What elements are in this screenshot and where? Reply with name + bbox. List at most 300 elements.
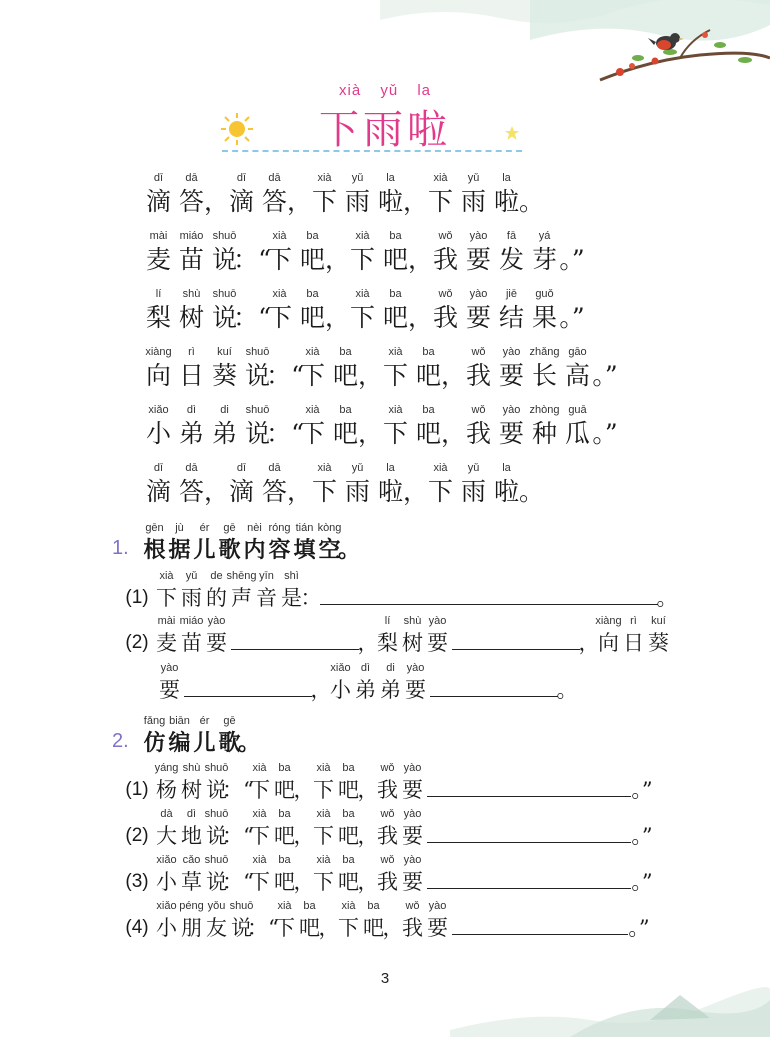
pinyin: ba <box>278 854 291 866</box>
pinyin: shuō <box>212 288 237 300</box>
character <box>379 404 412 449</box>
punctuation <box>325 230 351 275</box>
punctuation <box>318 900 340 941</box>
hanzi: 苗 <box>178 245 204 274</box>
answer-blank[interactable] <box>427 868 631 889</box>
pinyin: xià <box>305 404 320 416</box>
hanzi: 下 <box>266 303 292 332</box>
hanzi: 下 <box>249 870 270 894</box>
bird-icon <box>648 28 688 56</box>
title-pinyin: xià yǔ la <box>338 82 432 99</box>
punctuation <box>357 808 379 849</box>
answer-blank[interactable] <box>184 676 312 697</box>
hanzi: 我 <box>377 778 398 802</box>
punctuation <box>120 762 154 803</box>
hanzi: 填 <box>293 537 316 563</box>
character <box>425 615 450 656</box>
hanzi: 要 <box>402 824 423 848</box>
hanzi: 。 <box>519 477 545 506</box>
character <box>400 762 425 803</box>
pinyin: xià <box>305 346 320 358</box>
pinyin: ér <box>199 715 210 727</box>
hanzi: 啦 <box>493 477 519 506</box>
pinyin: xià <box>317 462 332 474</box>
punctuation <box>441 346 467 391</box>
hanzi: ， <box>441 419 467 448</box>
character <box>272 900 297 941</box>
punctuation <box>222 762 254 803</box>
hanzi: 麦 <box>145 245 171 274</box>
character <box>247 762 272 803</box>
hanzi: 下 <box>349 303 375 332</box>
character <box>142 522 167 563</box>
punctuation <box>293 762 315 803</box>
hanzi: 答 <box>178 477 204 506</box>
character <box>495 346 528 391</box>
hanzi: (2) <box>125 632 149 653</box>
pinyin: xià <box>252 854 267 866</box>
pinyin: rì <box>188 346 195 358</box>
answer-blank[interactable] <box>320 584 658 605</box>
pinyin: kuí <box>651 615 666 627</box>
hanzi: 梨 <box>377 631 398 655</box>
hanzi: 说 <box>206 870 227 894</box>
hanzi: 下 <box>249 778 270 802</box>
hanzi: 弟 <box>355 678 376 702</box>
hanzi: 。” <box>592 419 618 448</box>
hanzi: 我 <box>377 870 398 894</box>
hanzi: 树 <box>181 778 202 802</box>
hanzi: 向 <box>145 361 171 390</box>
hanzi: 雨 <box>344 477 370 506</box>
pinyin: xià <box>355 230 370 242</box>
answer-blank[interactable] <box>452 914 628 935</box>
character <box>154 854 179 895</box>
pinyin: dì <box>186 404 197 416</box>
punctuation <box>561 230 583 275</box>
character <box>462 230 495 275</box>
punctuation <box>358 404 384 449</box>
hanzi: 内 <box>243 537 266 563</box>
pinyin: shì <box>284 570 299 582</box>
punctuation <box>357 854 379 895</box>
character <box>528 404 561 449</box>
hanzi: 下 <box>313 778 334 802</box>
character <box>179 808 204 849</box>
pinyin: jiē <box>505 288 517 300</box>
hanzi: 苗 <box>181 631 202 655</box>
hanzi: 弟 <box>380 678 401 702</box>
hanzi: 吧 <box>415 419 441 448</box>
pinyin: shuō <box>229 900 254 912</box>
hanzi: 要 <box>498 419 524 448</box>
punctuation <box>519 462 545 507</box>
poem-line <box>142 462 545 507</box>
punctuation <box>310 662 332 703</box>
hanzi: 树 <box>178 303 204 332</box>
pinyin: xià <box>252 762 267 774</box>
title-underline <box>222 150 522 152</box>
pinyin: yào <box>403 854 422 866</box>
hanzi: 说 <box>211 245 237 274</box>
punctuation <box>403 462 429 507</box>
hanzi: 啦 <box>377 477 403 506</box>
hanzi: 吧 <box>415 361 441 390</box>
hanzi: 下 <box>382 361 408 390</box>
character <box>142 346 175 391</box>
pinyin: xià <box>316 854 331 866</box>
pinyin: yǔ <box>351 172 364 184</box>
pinyin: fǎng <box>143 715 166 727</box>
character <box>179 900 204 941</box>
hanzi: 要 <box>405 678 426 702</box>
character <box>154 808 179 849</box>
hanzi: 下 <box>338 916 359 940</box>
hanzi: 。” <box>559 303 585 332</box>
hanzi: ， <box>358 419 384 448</box>
hanzi: 。 <box>338 537 361 563</box>
exercise-line <box>120 900 648 941</box>
character <box>296 346 329 391</box>
character <box>175 404 208 449</box>
pinyin: ba <box>422 404 435 416</box>
character <box>263 230 296 275</box>
character <box>242 522 267 563</box>
pinyin: dī <box>153 172 164 184</box>
hanzi: 我 <box>432 245 458 274</box>
hanzi: 下 <box>427 187 453 216</box>
character <box>175 230 208 275</box>
pinyin: gē <box>223 715 236 727</box>
pinyin: xiàng <box>595 615 622 627</box>
pinyin: di <box>220 404 229 416</box>
character <box>142 172 175 217</box>
pinyin: xiǎo <box>156 900 177 912</box>
punctuation <box>382 900 404 941</box>
hanzi: 下 <box>311 477 337 506</box>
answer-blank[interactable] <box>231 629 359 650</box>
pinyin: yào <box>403 762 422 774</box>
poem-line <box>142 230 583 275</box>
hanzi: 果 <box>531 303 557 332</box>
pinyin: xià <box>272 288 287 300</box>
character <box>311 808 336 849</box>
hanzi: 。 <box>238 730 261 756</box>
pinyin: xià <box>355 288 370 300</box>
pinyin: dā <box>268 172 281 184</box>
hanzi: 朋 <box>181 916 202 940</box>
hanzi: ：“ <box>233 245 271 274</box>
character <box>528 346 561 391</box>
character <box>400 808 425 849</box>
hanzi: ， <box>325 245 351 274</box>
hanzi: 下 <box>266 245 292 274</box>
character <box>217 522 242 563</box>
pinyin: wǒ <box>471 404 486 416</box>
character <box>378 662 403 703</box>
pinyin: yào <box>428 900 447 912</box>
character <box>208 346 241 391</box>
hanzi: 。” <box>631 824 653 848</box>
character <box>142 230 175 275</box>
hanzi: 要 <box>465 245 491 274</box>
hanzi: 。” <box>628 916 650 940</box>
exercise-line <box>120 762 651 803</box>
hanzi: 我 <box>465 361 491 390</box>
pinyin: wǒ <box>405 900 420 912</box>
pinyin: mài <box>157 615 176 627</box>
punctuation <box>233 230 271 275</box>
hanzi: 向 <box>598 631 619 655</box>
pinyin: xià <box>252 808 267 820</box>
character <box>375 615 400 656</box>
hanzi: 。 <box>519 187 545 216</box>
punctuation <box>357 762 379 803</box>
character <box>225 462 258 507</box>
pinyin: ba <box>367 900 380 912</box>
hanzi: 儿 <box>193 730 216 756</box>
character <box>179 570 204 611</box>
pinyin: wǒ <box>380 808 395 820</box>
character <box>179 854 204 895</box>
character <box>204 900 229 941</box>
punctuation <box>247 900 279 941</box>
hanzi: 滴 <box>228 187 254 216</box>
pinyin: kòng <box>317 522 342 534</box>
character <box>462 346 495 391</box>
hanzi: 说 <box>206 778 227 802</box>
character <box>346 288 379 333</box>
pinyin: zhòng <box>529 404 560 416</box>
pinyin: shuō <box>212 230 237 242</box>
punctuation <box>633 762 651 803</box>
pinyin: ér <box>199 522 210 534</box>
hanzi: 。” <box>631 778 653 802</box>
hanzi: 结 <box>498 303 524 332</box>
hanzi: 要 <box>498 361 524 390</box>
pinyin: yào <box>502 346 521 358</box>
hanzi: 日 <box>178 361 204 390</box>
punctuation <box>222 854 254 895</box>
character <box>336 900 361 941</box>
hanzi: 吧 <box>299 303 325 332</box>
hanzi: 仿 <box>143 730 166 756</box>
hanzi: 要 <box>402 778 423 802</box>
hanzi: 要 <box>427 631 448 655</box>
punctuation <box>204 172 230 217</box>
pinyin: shù <box>182 762 201 774</box>
hanzi: 答 <box>261 477 287 506</box>
punctuation <box>441 404 467 449</box>
hanzi: 地 <box>181 824 202 848</box>
exercise-line <box>142 715 261 756</box>
punctuation <box>408 288 434 333</box>
character <box>157 662 182 703</box>
pinyin: yào <box>469 230 488 242</box>
hanzi: 我 <box>465 419 491 448</box>
pinyin: miáo <box>179 230 204 242</box>
hanzi: 吧 <box>338 778 359 802</box>
pinyin: ba <box>389 230 402 242</box>
pinyin: róng <box>268 522 291 534</box>
pinyin: ba <box>339 404 352 416</box>
pinyin: yǔ <box>351 462 364 474</box>
punctuation <box>293 854 315 895</box>
character <box>424 462 457 507</box>
character <box>424 172 457 217</box>
hanzi: 雨 <box>181 586 202 610</box>
pinyin: yá <box>538 230 551 242</box>
pinyin: xià <box>272 230 287 242</box>
answer-blank[interactable] <box>427 776 631 797</box>
character <box>353 662 378 703</box>
pinyin: yào <box>469 288 488 300</box>
exercise-line <box>120 808 651 849</box>
pinyin: dī <box>236 462 247 474</box>
hanzi: ， <box>204 477 230 506</box>
pinyin: yáng <box>154 762 179 774</box>
pinyin: wǒ <box>438 288 453 300</box>
character <box>528 230 561 275</box>
character <box>621 615 646 656</box>
hanzi: 吧 <box>382 303 408 332</box>
pinyin: fā <box>506 230 517 242</box>
pinyin: gāo <box>568 346 587 358</box>
pinyin: yào <box>502 404 521 416</box>
character <box>375 854 400 895</box>
hanzi: 友 <box>206 916 227 940</box>
hanzi: ：“ <box>222 824 254 848</box>
hanzi: (4) <box>125 917 149 938</box>
answer-blank[interactable] <box>452 629 580 650</box>
punctuation <box>561 288 583 333</box>
hanzi: 吧 <box>274 824 295 848</box>
character <box>296 404 329 449</box>
punctuation <box>519 172 545 217</box>
character <box>311 762 336 803</box>
hanzi: ， <box>357 631 379 655</box>
pinyin: xià <box>341 900 356 912</box>
hanzi: 芽 <box>531 245 557 274</box>
pinyin: xiǎo <box>148 404 169 416</box>
punctuation <box>358 346 384 391</box>
pinyin: xià <box>433 172 448 184</box>
pinyin: rì <box>630 615 637 627</box>
hanzi: 葵 <box>211 361 237 390</box>
pinyin: ba <box>342 854 355 866</box>
character <box>192 522 217 563</box>
hanzi: 吧 <box>332 361 358 390</box>
character <box>400 900 425 941</box>
character <box>495 230 528 275</box>
punctuation <box>300 570 322 611</box>
character <box>179 762 204 803</box>
pinyin: dā <box>185 462 198 474</box>
hanzi: ， <box>408 303 434 332</box>
hanzi: ：“ <box>266 361 304 390</box>
character <box>247 854 272 895</box>
hanzi: 大 <box>156 824 177 848</box>
character <box>226 570 257 611</box>
punctuation <box>633 808 651 849</box>
pinyin: péng <box>179 900 204 912</box>
pinyin: ba <box>306 288 319 300</box>
punctuation <box>120 854 154 895</box>
hanzi: 我 <box>402 916 423 940</box>
hanzi: ， <box>403 477 429 506</box>
hanzi: ， <box>310 678 332 702</box>
hanzi: 吧 <box>274 870 295 894</box>
character <box>341 462 374 507</box>
hanzi: 小 <box>156 916 177 940</box>
hanzi: 梨 <box>145 303 171 332</box>
punctuation <box>233 288 271 333</box>
hanzi: ， <box>293 870 315 894</box>
pinyin: la <box>502 172 511 184</box>
pinyin: shù <box>182 288 201 300</box>
hanzi: 说 <box>244 361 270 390</box>
exercise-line <box>120 615 671 656</box>
hanzi: 下 <box>313 824 334 848</box>
character <box>311 854 336 895</box>
hanzi: (1) <box>125 587 149 608</box>
hanzi: 。” <box>631 870 653 894</box>
pinyin: shuō <box>245 404 270 416</box>
pinyin: dà <box>160 808 173 820</box>
exercise-line <box>120 570 678 611</box>
pinyin: shù <box>403 615 422 627</box>
hanzi: 下 <box>382 419 408 448</box>
hanzi: 瓜 <box>564 419 590 448</box>
character <box>596 615 621 656</box>
pinyin: dī <box>236 172 247 184</box>
hanzi: 下 <box>313 870 334 894</box>
character <box>247 808 272 849</box>
hanzi: 下 <box>156 586 177 610</box>
character <box>308 462 341 507</box>
hanzi: 下 <box>274 916 295 940</box>
character <box>154 570 179 611</box>
hanzi: 杨 <box>156 778 177 802</box>
punctuation <box>633 854 651 895</box>
punctuation <box>357 615 379 656</box>
pinyin: wǒ <box>438 230 453 242</box>
hanzi: 葵 <box>648 631 669 655</box>
answer-blank[interactable] <box>430 676 558 697</box>
character <box>375 762 400 803</box>
pinyin: la <box>386 172 395 184</box>
hanzi: 下 <box>427 477 453 506</box>
answer-blank[interactable] <box>427 822 631 843</box>
pinyin: shuō <box>204 854 229 866</box>
hanzi: ， <box>357 824 379 848</box>
character <box>400 615 425 656</box>
hanzi: 小 <box>330 678 351 702</box>
pinyin: dì <box>360 662 371 674</box>
pinyin: ba <box>278 762 291 774</box>
hanzi: ， <box>403 187 429 216</box>
punctuation <box>120 900 154 941</box>
pinyin: xià <box>316 762 331 774</box>
character <box>400 854 425 895</box>
pinyin: ba <box>278 808 291 820</box>
pinyin: ba <box>342 808 355 820</box>
hanzi: 答 <box>261 187 287 216</box>
hanzi: 吧 <box>338 870 359 894</box>
poem-line <box>142 172 545 217</box>
hanzi: 说 <box>231 916 252 940</box>
character <box>154 762 179 803</box>
